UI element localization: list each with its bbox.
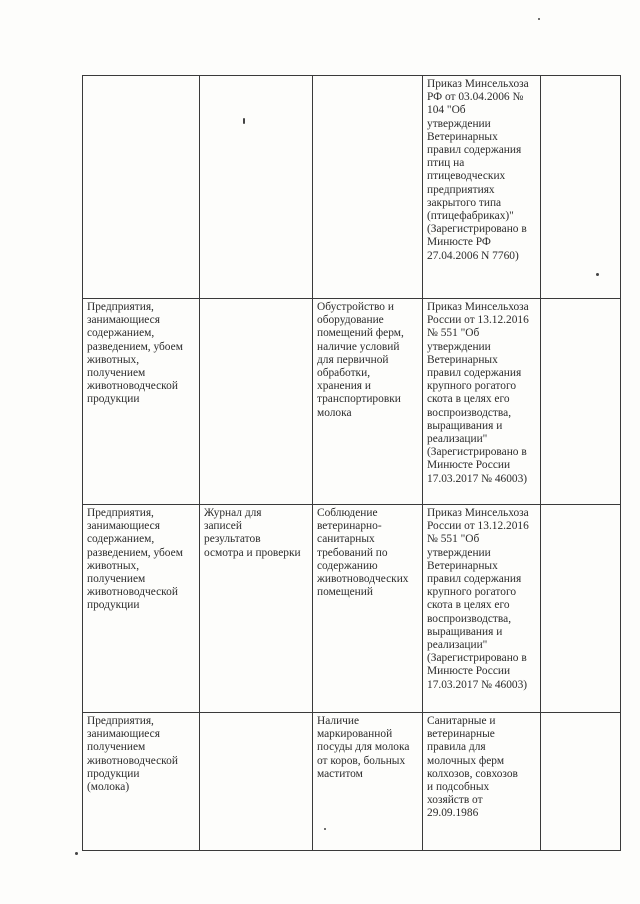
cell-text: Предприятия, занимающиеся получением животноводческой продукции (молока) [87,715,178,794]
table-cell [83,76,200,299]
regulation-table [82,75,621,851]
cell-text: Обустройство и оборудование помещений ферм, наличие условий для первичной обработки, хранения и транспортировки молока [317,301,404,419]
table-cell [200,505,313,713]
cell-text: Санитарные и ветеринарные правила для молочных ферм колхозов, совхозов и подсобных хозяйств от 29.09.1986 [427,715,518,820]
table-cell [83,713,200,851]
table-cell [200,76,313,299]
scan-speck [75,852,78,855]
table-cell [200,713,313,851]
table-cell [423,299,541,505]
table-cell [313,299,423,505]
table-cell [541,299,621,505]
table-cell [423,76,541,299]
scan-speck [596,273,599,276]
table-cell [541,76,621,299]
scan-speck [538,18,540,20]
cell-text: Соблюдение ветеринарно- санитарных требований по содержанию животноводческих помещений [317,507,409,599]
scan-speck [324,828,326,830]
scan-speck [243,118,245,124]
table-cell [200,299,313,505]
table-cell [541,505,621,713]
table-cell [423,505,541,713]
table-cell [83,299,200,505]
cell-text: Приказ Минсельхоза России от 13.12.2016 № 551 "Об утверждении Ветеринарных правил содержания крупного рогатого скота в целях его воспроизводства, выращивания и реализации" (Зарегистрировано в Минюсте России 17.03.2017 № 46003) [427,301,529,485]
table-cell [541,713,621,851]
table-cell [313,76,423,299]
table-row [83,299,621,505]
table-cell [313,713,423,851]
cell-text: Журнал для записей результатов осмотра и проверки [204,507,301,559]
cell-text: Наличие маркированной посуды для молока от коров, больных маститом [317,715,410,780]
table-row [83,505,621,713]
cell-text: Предприятия, занимающиеся содержанием, разведением, убоем животных, получением животноводческой продукции [87,507,183,612]
cell-text: Приказ Минсельхоза РФ от 03.04.2006 № 104 "Об утверждении Ветеринарных правил содержания птиц на птицеводческих предприятиях закрытого типа (птицефабриках)" (Зарегистрировано в Минюсте РФ 27.04.2006 N 7760) [427,78,529,262]
table-row [83,713,621,851]
table-row [83,76,621,299]
cell-text: Приказ Минсельхоза России от 13.12.2016 № 551 "Об утверждении Ветеринарных правил содержания крупного рогатого скота в целях его воспроизводства, выращивания и реализации" (Зарегистрировано в Минюсте России 17.03.2017 № 46003) [427,507,529,691]
table-cell [423,713,541,851]
table-cell [313,505,423,713]
table-cell [83,505,200,713]
cell-text: Предприятия, занимающиеся содержанием, разведением, убоем животных, получением животноводческой продукции [87,301,183,406]
